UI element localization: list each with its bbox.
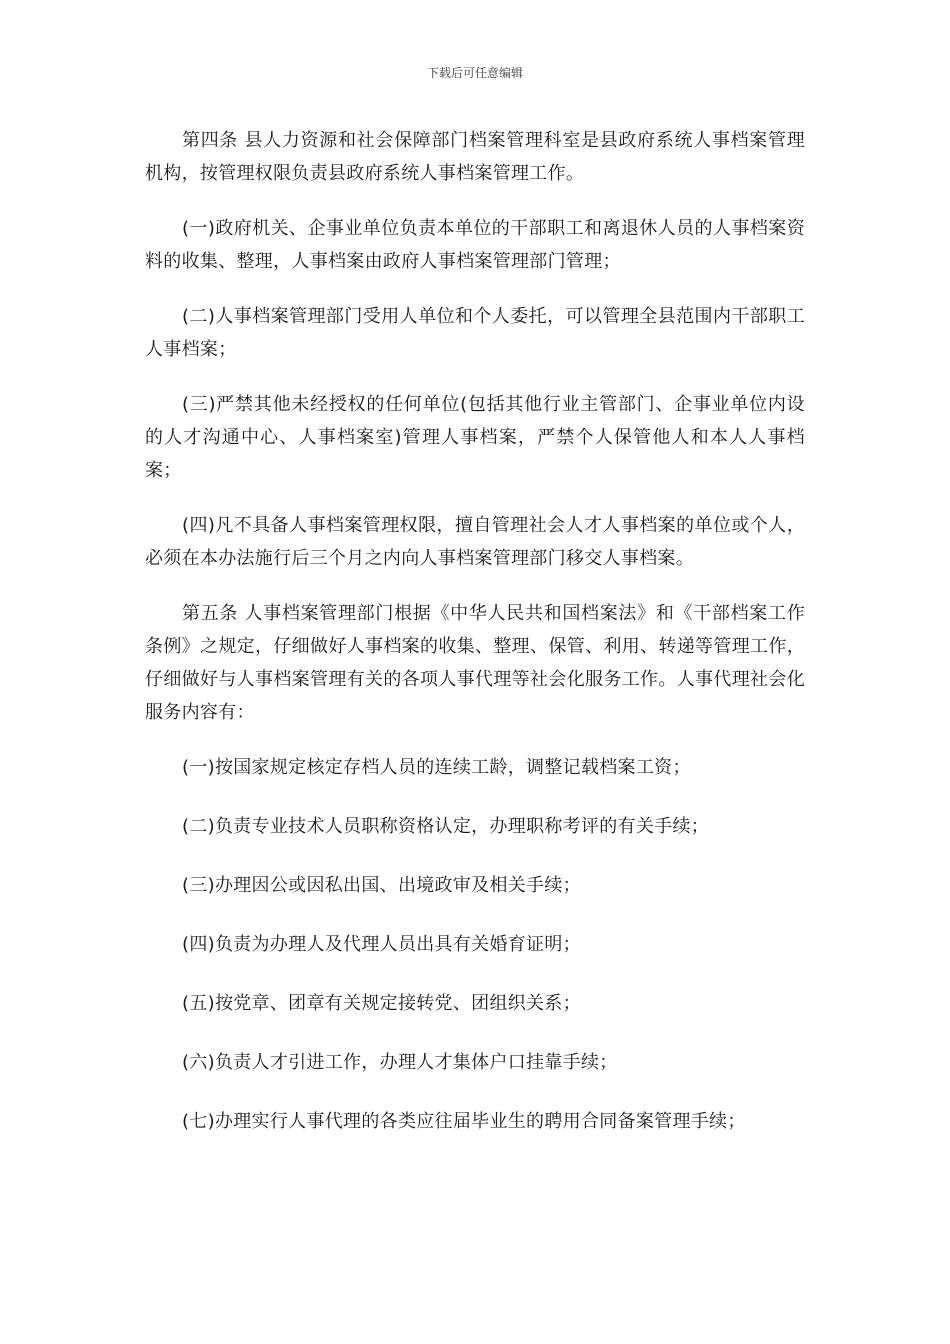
article-5-item-7: (七)办理实行人事代理的各类应往届毕业生的聘用合同备案管理手续； bbox=[182, 1111, 746, 1132]
document-body bbox=[145, 124, 805, 1164]
article-5-item-2: (二)负责专业技术人员职称资格认定，办理职称考评的有关手续； bbox=[182, 816, 710, 837]
article-5-paragraph: 第五条 人事档案管理部门根据《中华人民共和国档案法》和《干部档案工作条例》之规定，仔细做好人事档案的收集、整理、保管、利用、转递等管理工作，仔细做好与人事档案管理有关的各项人事代理等社会化服务工作。人事代理社会化服务内容有： bbox=[145, 603, 805, 723]
article-4-item-3: (三)严禁其他未经授权的任何单位(包括其他行业主管部门、企事业单位内设的人才沟通中心、人事档案室)管理人事档案，严禁个人保管他人和本人人事档案； bbox=[145, 394, 805, 481]
article-5-item-1: (一)按国家规定核定存档人员的连续工龄，调整记载档案工资； bbox=[182, 757, 691, 778]
article-5-item-6: (六)负责人才引进工作，办理人才集体户口挂靠手续； bbox=[182, 1052, 618, 1073]
page-header-note: 下载后可任意编辑 bbox=[426, 66, 523, 80]
article-5-item-3: (三)办理因公或因私出国、出境政审及相关手续； bbox=[182, 875, 581, 896]
article-5-item-5: (五)按党章、团章有关规定接转党、团组织关系； bbox=[182, 993, 581, 1014]
article-4-item-4: (四)凡不具备人事档案管理权限，擅自管理社会人才人事档案的单位或个人，必须在本办法施行后三个月之内向人事档案管理部门移交人事档案。 bbox=[145, 515, 805, 569]
article-5-item-4: (四)负责为办理人及代理人员出具有关婚育证明； bbox=[182, 934, 581, 955]
article-4-paragraph: 第四条 县人力资源和社会保障部门档案管理科室是县政府系统人事档案管理机构，按管理权限负责县政府系统人事档案管理工作。 bbox=[145, 130, 805, 184]
article-4-item-1: (一)政府机关、企事业单位负责本单位的干部职工和离退休人员的人事档案资料的收集、整理，人事档案由政府人事档案管理部门管理； bbox=[145, 218, 805, 272]
article-4-item-2: (二)人事档案管理部门受用人单位和个人委托，可以管理全县范围内干部职工人事档案； bbox=[145, 306, 805, 360]
